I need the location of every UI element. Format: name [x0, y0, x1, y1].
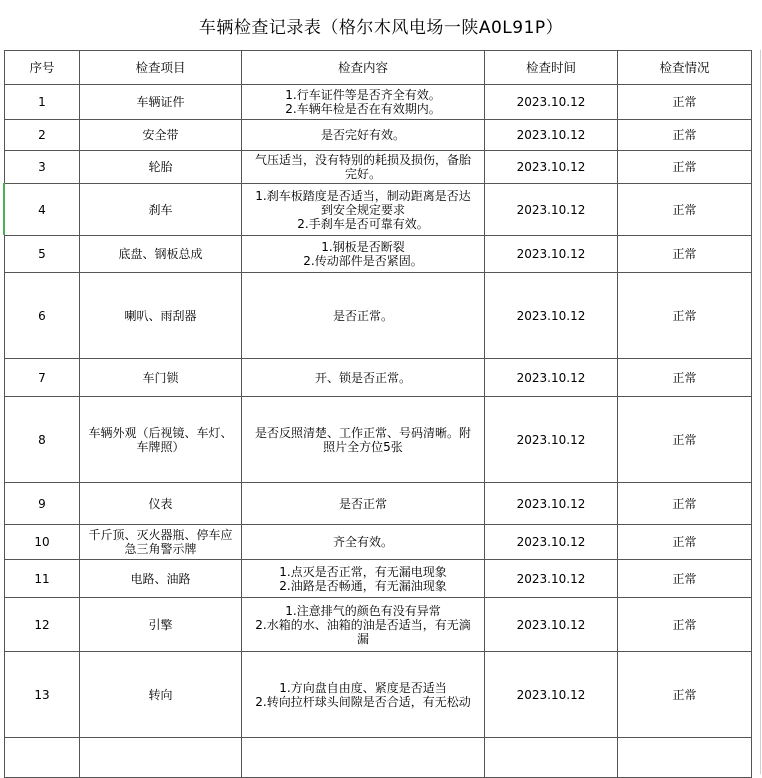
- cell-no[interactable]: 8: [5, 397, 80, 483]
- table-row: [5, 184, 752, 236]
- cell-content-line: 开、锁是否正常。: [314, 370, 411, 385]
- cell-item-line: 刹车: [148, 202, 173, 217]
- cell-item-line: 车辆证件: [136, 95, 185, 109]
- cell-content[interactable]: [242, 525, 485, 560]
- table-row: [5, 359, 752, 397]
- cell-content[interactable]: [242, 184, 485, 236]
- cell-item-line: 电路、油路: [130, 571, 191, 586]
- cell-item-line: 转向: [148, 687, 173, 702]
- cell-content-line: 是否正常。: [332, 308, 393, 323]
- cell-status[interactable]: 正常: [618, 652, 752, 738]
- empty-cell[interactable]: [5, 738, 80, 778]
- empty-cell[interactable]: [618, 738, 752, 778]
- cell-content-line: 2.车辆年检是否在有效期内。: [285, 102, 441, 116]
- empty-cell[interactable]: [242, 738, 485, 778]
- table-body: [5, 85, 752, 778]
- cell-no[interactable]: 7: [5, 359, 80, 397]
- cell-item-line: 安全带: [142, 128, 179, 142]
- cell-content[interactable]: [242, 359, 485, 397]
- cell-content[interactable]: [242, 483, 485, 525]
- cell-content[interactable]: [242, 120, 485, 151]
- cell-content-line: 1.方向盘自由度、紧度是否适当: [279, 680, 447, 695]
- header-item[interactable]: 检查项目: [80, 51, 242, 85]
- empty-cell[interactable]: [80, 738, 242, 778]
- cell-date[interactable]: 2023.10.12: [485, 85, 618, 120]
- cell-content-line: 1.刹车板踏度是否适当，制动距离是否达: [255, 188, 471, 203]
- cell-content[interactable]: [242, 151, 485, 184]
- cell-status[interactable]: 正常: [618, 359, 752, 397]
- cell-item[interactable]: [80, 359, 242, 397]
- cell-item-line: 车辆外观（后视镜、车灯、: [88, 425, 233, 440]
- cell-no[interactable]: 11: [5, 560, 80, 598]
- cell-content-line: 1.钢板是否断裂: [321, 240, 405, 254]
- cell-no[interactable]: 2: [5, 120, 80, 151]
- cell-content-line: 漏: [356, 631, 369, 646]
- cell-content[interactable]: [242, 273, 485, 359]
- cell-item[interactable]: [80, 236, 242, 273]
- cell-date[interactable]: 2023.10.12: [485, 184, 618, 236]
- cell-status[interactable]: 正常: [618, 397, 752, 483]
- table-row: [5, 652, 752, 738]
- cell-content[interactable]: [242, 598, 485, 652]
- cell-status[interactable]: 正常: [618, 151, 752, 184]
- cell-content-line: 1.行车证件等是否齐全有效。: [285, 88, 441, 102]
- table-row: [5, 483, 752, 525]
- cell-content[interactable]: [242, 236, 485, 273]
- table-row: [5, 525, 752, 560]
- cell-date[interactable]: 2023.10.12: [485, 120, 618, 151]
- cell-content-line: 1.注意排气的颜色有没有异常: [285, 603, 441, 618]
- cell-item[interactable]: [80, 397, 242, 483]
- cell-item-line: 千斤顶、灭火器瓶、停车应: [88, 528, 233, 542]
- cell-content-line: 2.传动部件是否紧固。: [303, 254, 423, 268]
- cell-date[interactable]: 2023.10.12: [485, 560, 618, 598]
- cell-content-line: 照片全方位5张: [323, 439, 403, 454]
- cell-item-line: 急三角警示牌: [124, 542, 197, 556]
- cell-status[interactable]: 正常: [618, 483, 752, 525]
- cell-item[interactable]: [80, 560, 242, 598]
- cell-content[interactable]: [242, 85, 485, 120]
- sheet-title: 车辆检查记录表（格尔木风电场一陕A0L91P）: [198, 17, 564, 38]
- cell-no[interactable]: 3: [5, 151, 80, 184]
- cell-content-line: 齐全有效。: [332, 535, 393, 549]
- cell-item-line: 车牌照）: [136, 439, 185, 454]
- cell-item[interactable]: [80, 525, 242, 560]
- cell-content-line: 2.转向拉杆球头间隙是否合适，有无松动: [255, 694, 471, 709]
- cell-content-line: 1.点灭是否正常，有无漏电现象: [279, 564, 447, 579]
- cell-status[interactable]: 正常: [618, 273, 752, 359]
- cell-item-line: 轮胎: [148, 160, 173, 174]
- cell-item-line: 车门锁: [142, 370, 179, 385]
- cell-status[interactable]: 正常: [618, 598, 752, 652]
- cell-no[interactable]: 1: [5, 85, 80, 120]
- table-row: [5, 236, 752, 273]
- cell-item[interactable]: [80, 483, 242, 525]
- cell-item-line: 喇叭、雨刮器: [124, 308, 197, 323]
- cell-content-line: 是否完好有效。: [320, 128, 405, 142]
- cell-item[interactable]: [80, 120, 242, 151]
- table-row: [5, 120, 752, 151]
- cell-date[interactable]: 2023.10.12: [485, 236, 618, 273]
- cell-status[interactable]: 正常: [618, 236, 752, 273]
- cell-date[interactable]: 2023.10.12: [485, 397, 618, 483]
- cell-content-line: 完好。: [344, 167, 381, 181]
- table-row: [5, 273, 752, 359]
- cell-item[interactable]: [80, 151, 242, 184]
- cell-date[interactable]: 2023.10.12: [485, 151, 618, 184]
- cell-item[interactable]: [80, 652, 242, 738]
- cell-content-line: 2.手刹车是否可靠有效。: [297, 216, 429, 231]
- cell-date[interactable]: 2023.10.12: [485, 483, 618, 525]
- header-row: [5, 51, 752, 85]
- header-no[interactable]: 序号: [5, 51, 80, 85]
- cell-no[interactable]: 5: [5, 236, 80, 273]
- cell-item-line: 底盘、钢板总成: [118, 247, 203, 261]
- empty-row: [5, 738, 752, 778]
- grid-edge: [760, 50, 761, 774]
- cell-content[interactable]: [242, 397, 485, 483]
- cell-status[interactable]: 正常: [618, 184, 752, 236]
- cell-no[interactable]: 4: [5, 184, 80, 236]
- table-row: [5, 85, 752, 120]
- cell-item-line: 引擎: [148, 617, 173, 632]
- cell-no[interactable]: 13: [5, 652, 80, 738]
- header-date[interactable]: 检查时间: [485, 51, 618, 85]
- table-row: [5, 397, 752, 483]
- cell-date[interactable]: 2023.10.12: [485, 359, 618, 397]
- cell-item[interactable]: [80, 85, 242, 120]
- cell-content-line: 是否正常: [338, 496, 387, 511]
- cell-status[interactable]: 正常: [618, 85, 752, 120]
- cell-no[interactable]: 12: [5, 598, 80, 652]
- cell-content-line: 2.水箱的水、油箱的油是否适当，有无滴: [255, 617, 471, 632]
- cell-content-line: 2.油路是否畅通，有无漏油现象: [279, 578, 447, 593]
- header-content[interactable]: 检查内容: [242, 51, 485, 85]
- cell-no[interactable]: 9: [5, 483, 80, 525]
- cell-item-line: 仪表: [148, 496, 173, 511]
- cell-no[interactable]: 6: [5, 273, 80, 359]
- cell-content[interactable]: [242, 560, 485, 598]
- cell-status[interactable]: 正常: [618, 120, 752, 151]
- cell-status[interactable]: 正常: [618, 525, 752, 560]
- cell-content-line: 是否反照清楚、工作正常、号码清晰。附: [254, 425, 471, 440]
- cell-status[interactable]: 正常: [618, 560, 752, 598]
- table-row: [5, 598, 752, 652]
- inspection-table: [4, 50, 752, 778]
- cell-date[interactable]: 2023.10.12: [485, 273, 618, 359]
- cell-no[interactable]: 10: [5, 525, 80, 560]
- cell-content-line: 气压适当，没有特别的耗损及损伤，备胎: [254, 153, 471, 167]
- empty-cell[interactable]: [485, 738, 618, 778]
- cell-item[interactable]: [80, 598, 242, 652]
- cell-date[interactable]: 2023.10.12: [485, 525, 618, 560]
- selection-marker: [3, 183, 5, 235]
- cell-date[interactable]: 2023.10.12: [485, 598, 618, 652]
- table-row: [5, 151, 752, 184]
- cell-date[interactable]: 2023.10.12: [485, 652, 618, 738]
- cell-item[interactable]: [80, 273, 242, 359]
- cell-content-line: 到安全规定要求: [320, 202, 405, 217]
- header-status[interactable]: 检查情况: [618, 51, 752, 85]
- table-row: [5, 560, 752, 598]
- cell-item[interactable]: [80, 184, 242, 236]
- cell-content[interactable]: [242, 652, 485, 738]
